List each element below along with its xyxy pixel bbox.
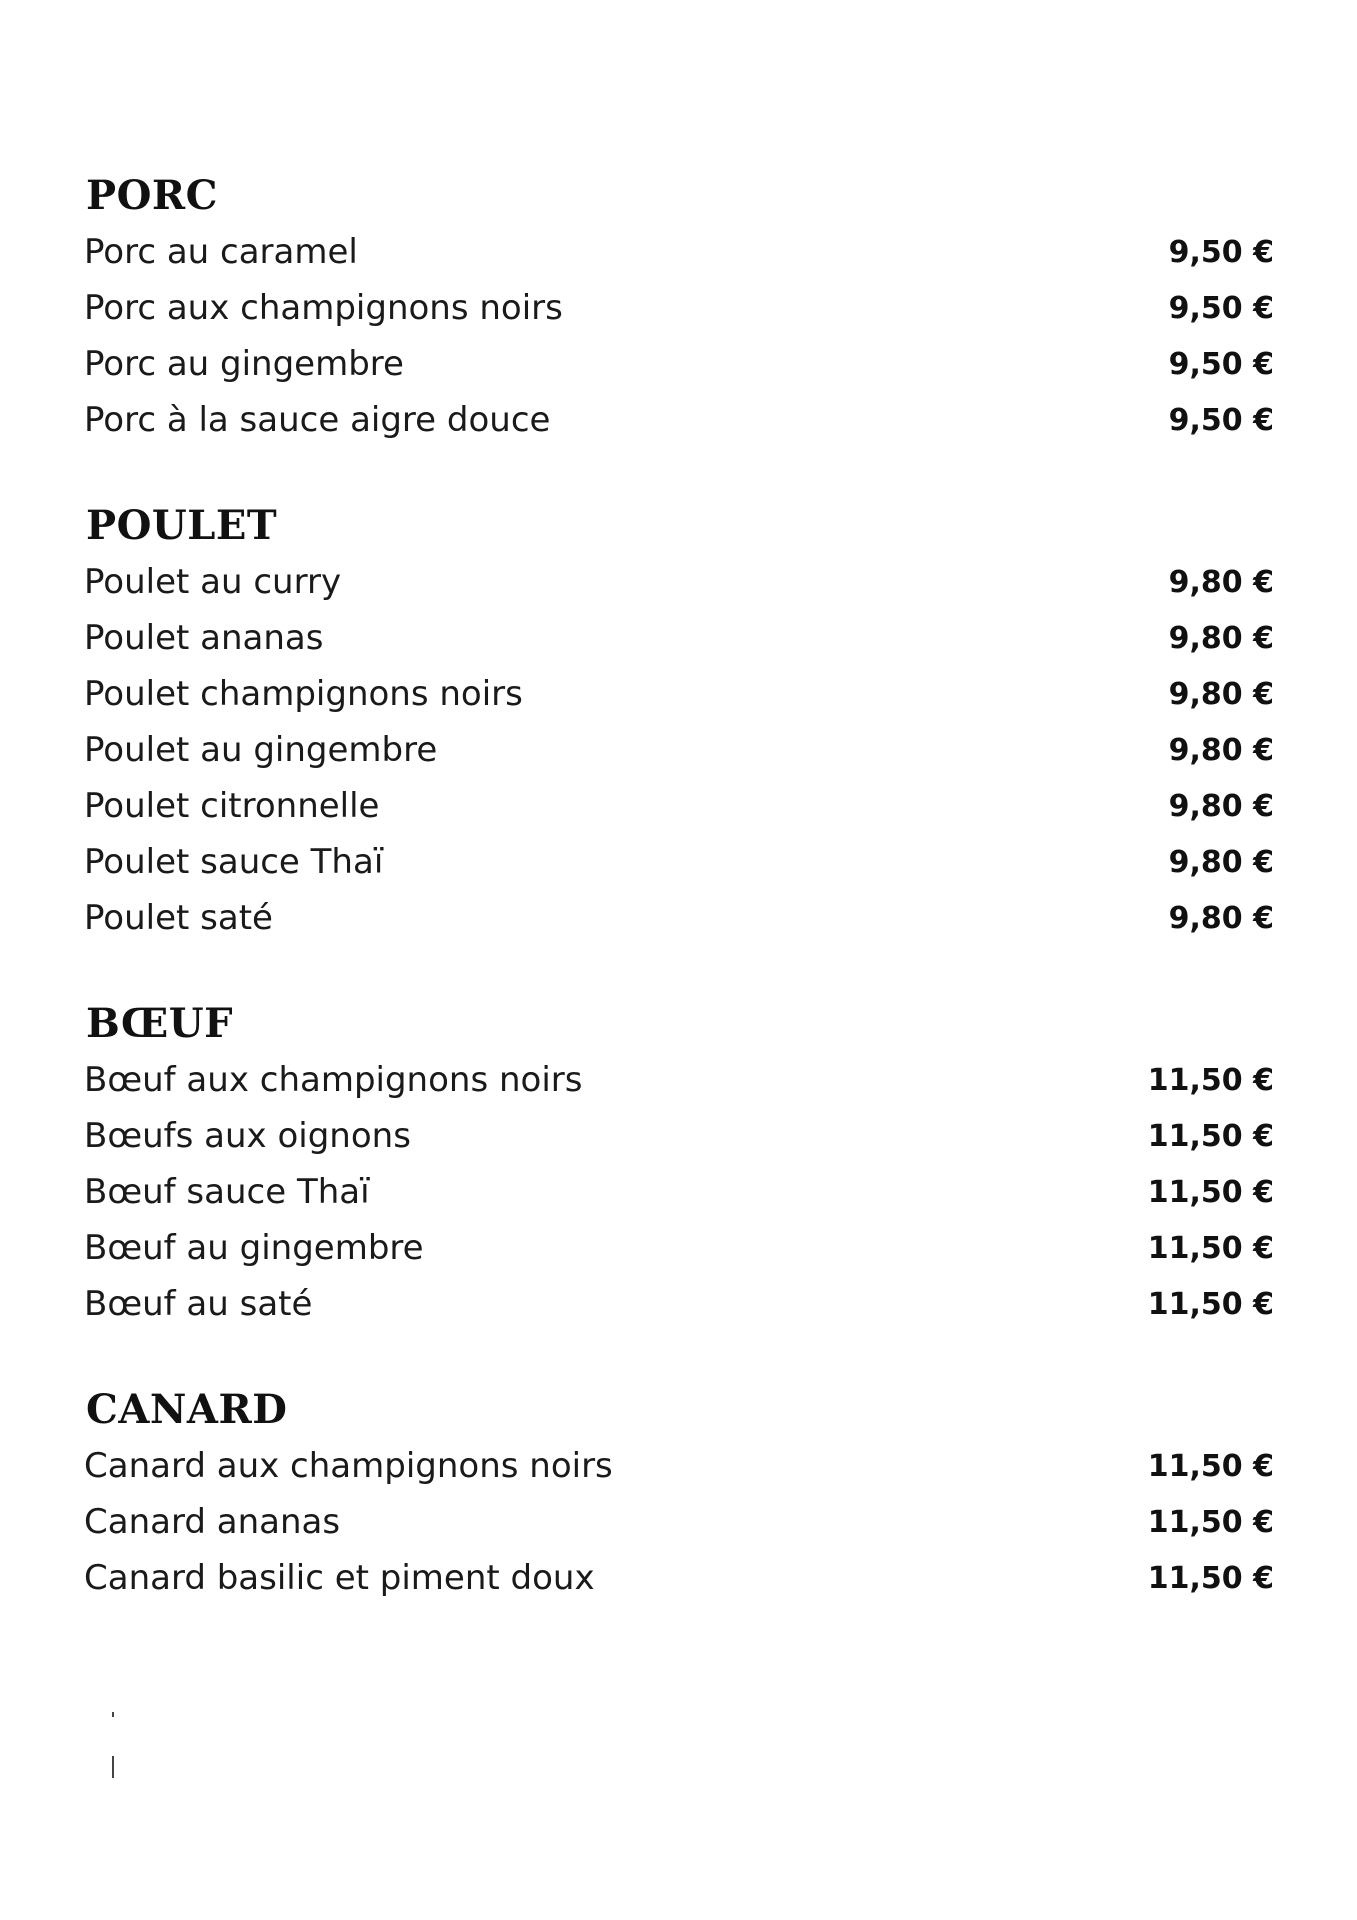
menu-item [84, 1220, 1284, 1276]
item-name: Canard ananas [84, 1502, 341, 1542]
menu-item [84, 1438, 1284, 1494]
item-price: 11,50 € [1147, 1062, 1274, 1098]
section-title: BŒUF [86, 1000, 234, 1047]
section-canard [84, 1386, 1284, 1606]
item-price: 11,50 € [1147, 1504, 1274, 1540]
menu-item [84, 1276, 1284, 1332]
item-price: 9,50 € [1168, 290, 1274, 326]
menu-item [84, 1550, 1284, 1606]
menu-item [84, 392, 1284, 448]
item-price: 9,80 € [1168, 844, 1274, 880]
item-name: Porc aux champignons noirs [84, 288, 563, 328]
menu-item [84, 336, 1284, 392]
section-porc [84, 172, 1284, 448]
item-name: Canard basilic et piment doux [84, 1558, 595, 1598]
section-boeuf [84, 1000, 1284, 1332]
menu-item [84, 778, 1284, 834]
item-price: 9,80 € [1168, 620, 1274, 656]
menu-item [84, 722, 1284, 778]
menu-item [84, 666, 1284, 722]
item-name: Porc au gingembre [84, 344, 404, 384]
menu-item [84, 224, 1284, 280]
menu-item [84, 1494, 1284, 1550]
item-name: Bœuf sauce Thaï [84, 1172, 370, 1212]
menu-item [84, 280, 1284, 336]
item-name: Bœuf aux champignons noirs [84, 1060, 583, 1100]
item-price: 9,80 € [1168, 788, 1274, 824]
item-price: 11,50 € [1147, 1118, 1274, 1154]
item-name: Poulet champignons noirs [84, 674, 523, 714]
menu-item [84, 890, 1284, 946]
item-name: Canard aux champignons noirs [84, 1446, 613, 1486]
item-name: Poulet ananas [84, 618, 324, 658]
item-price: 9,80 € [1168, 676, 1274, 712]
section-title: CANARD [86, 1386, 288, 1433]
item-price: 9,50 € [1168, 402, 1274, 438]
item-price: 11,50 € [1147, 1174, 1274, 1210]
menu-item [84, 610, 1284, 666]
stray-mark [112, 1712, 114, 1717]
item-name: Bœufs aux oignons [84, 1116, 411, 1156]
item-price: 9,80 € [1168, 564, 1274, 600]
item-name: Poulet au curry [84, 562, 342, 602]
stray-mark [112, 1756, 114, 1778]
menu-item [84, 834, 1284, 890]
item-price: 9,80 € [1168, 900, 1274, 936]
item-price: 11,50 € [1147, 1448, 1274, 1484]
section-poulet [84, 502, 1284, 946]
menu-item [84, 554, 1284, 610]
menu-item [84, 1052, 1284, 1108]
item-name: Poulet sauce Thaï [84, 842, 384, 882]
item-price: 9,50 € [1168, 234, 1274, 270]
item-name: Poulet saté [84, 898, 273, 938]
item-name: Bœuf au gingembre [84, 1228, 424, 1268]
item-price: 9,80 € [1168, 732, 1274, 768]
item-price: 9,50 € [1168, 346, 1274, 382]
menu-item [84, 1164, 1284, 1220]
item-name: Bœuf au saté [84, 1284, 313, 1324]
item-name: Porc à la sauce aigre douce [84, 400, 551, 440]
item-price: 11,50 € [1147, 1286, 1274, 1322]
item-name: Porc au caramel [84, 232, 358, 272]
item-price: 11,50 € [1147, 1560, 1274, 1596]
menu [84, 172, 1284, 1660]
item-price: 11,50 € [1147, 1230, 1274, 1266]
item-name: Poulet citronnelle [84, 786, 380, 826]
item-name: Poulet au gingembre [84, 730, 438, 770]
section-title: POULET [86, 502, 278, 549]
menu-item [84, 1108, 1284, 1164]
section-title: PORC [86, 172, 218, 219]
